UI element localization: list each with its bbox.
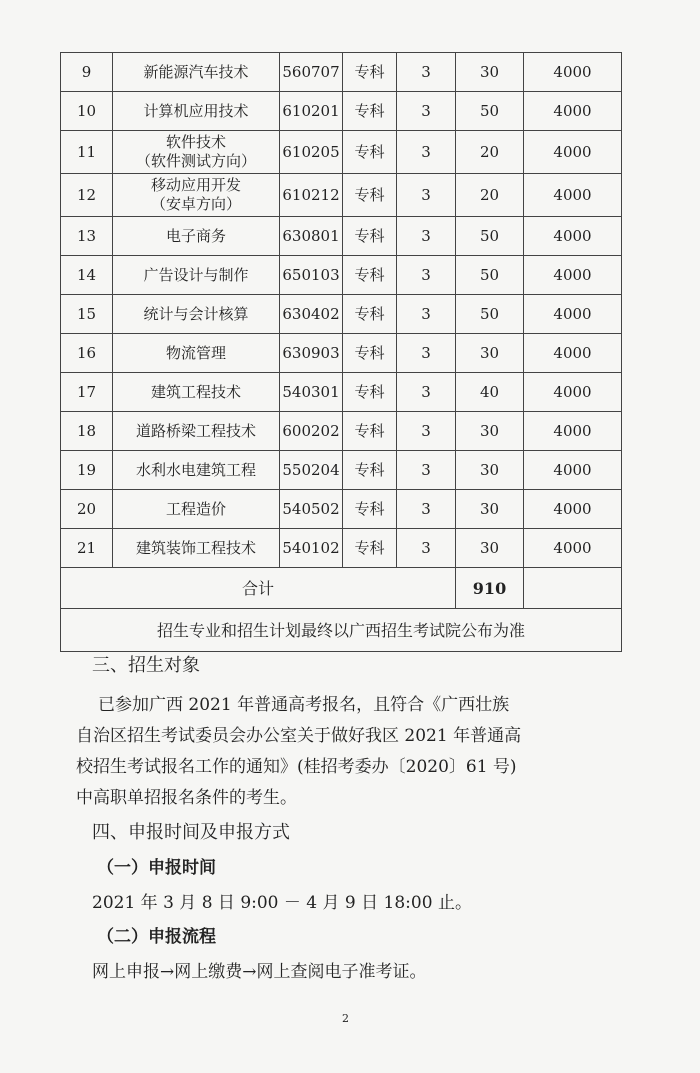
major-name: [113, 490, 280, 529]
major-code: 540301: [280, 373, 343, 412]
major-name: [113, 256, 280, 295]
major-code: 610201: [280, 92, 343, 131]
major-code: 560707: [280, 53, 343, 92]
row-number: 17: [61, 373, 113, 412]
enrollment-plan: 30: [456, 451, 524, 490]
row-number: 19: [61, 451, 113, 490]
major-code: 630903: [280, 334, 343, 373]
application-process: 网上申报→网上缴费→网上查阅电子准考证。: [92, 962, 427, 982]
major-code: 630402: [280, 295, 343, 334]
section3-paragraph: [76, 690, 624, 814]
row-number: 11: [61, 131, 113, 174]
major-name: [113, 217, 280, 256]
row-number: 9: [61, 53, 113, 92]
major-name: [113, 373, 280, 412]
tuition-fee: 4000: [524, 295, 622, 334]
enrollment-plan: 20: [456, 131, 524, 174]
tuition-fee: 4000: [524, 451, 622, 490]
major-code: 600202: [280, 412, 343, 451]
tuition-fee: 4000: [524, 373, 622, 412]
tuition-fee: 4000: [524, 53, 622, 92]
major-name: [113, 174, 280, 217]
major-name-line: 移动应用开发: [150, 176, 241, 194]
table-row: [61, 256, 622, 295]
total-label: 合计: [61, 568, 456, 609]
major-name: [113, 529, 280, 568]
education-level: 专科: [343, 53, 397, 92]
major-name: [113, 295, 280, 334]
major-code: 610205: [280, 131, 343, 174]
major-name: [113, 53, 280, 92]
tuition-fee: 4000: [524, 334, 622, 373]
education-level: 专科: [343, 256, 397, 295]
major-name-line: 建筑工程技术: [150, 382, 241, 401]
paragraph-line: 中高职单招报名条件的考生。: [76, 788, 297, 808]
major-name-line: 软件技术: [165, 133, 226, 151]
paragraph-line: 自治区招生考试委员会办公室关于做好我区 2021 年普通高: [76, 726, 522, 746]
education-level: 专科: [343, 334, 397, 373]
enrollment-plan: 30: [456, 412, 524, 451]
study-years: 3: [397, 256, 456, 295]
tuition-fee: 4000: [524, 529, 622, 568]
subsection-time-heading: （一）申报时间: [97, 858, 216, 878]
table-note: 招生专业和招生计划最终以广西招生考试院公布为准: [61, 609, 622, 652]
table-row: [61, 295, 622, 334]
row-number: 18: [61, 412, 113, 451]
enrollment-plan: 50: [456, 295, 524, 334]
tuition-fee: 4000: [524, 256, 622, 295]
study-years: 3: [397, 217, 456, 256]
education-level: 专科: [343, 451, 397, 490]
enrollment-plan: 30: [456, 334, 524, 373]
major-name: [113, 334, 280, 373]
table-total-row: [61, 568, 622, 609]
total-empty-cell: [524, 568, 622, 609]
row-number: 12: [61, 174, 113, 217]
education-level: 专科: [343, 131, 397, 174]
table-row: [61, 217, 622, 256]
study-years: 3: [397, 451, 456, 490]
major-code: 650103: [280, 256, 343, 295]
education-level: 专科: [343, 295, 397, 334]
enrollment-plan: 50: [456, 217, 524, 256]
major-name-line: 电子商务: [165, 226, 226, 245]
enrollment-plan: 50: [456, 92, 524, 131]
paragraph-line: 校招生考试报名工作的通知》(桂招考委办〔2020〕61 号): [76, 757, 517, 777]
enrollment-plan: 30: [456, 529, 524, 568]
major-name: [113, 92, 280, 131]
row-number: 10: [61, 92, 113, 131]
study-years: 3: [397, 334, 456, 373]
row-number: 14: [61, 256, 113, 295]
tuition-fee: 4000: [524, 174, 622, 217]
enrollment-plan: 50: [456, 256, 524, 295]
major-name: [113, 131, 280, 174]
table-row: [61, 373, 622, 412]
enrollment-plan: 20: [456, 174, 524, 217]
enrollment-plan: 30: [456, 53, 524, 92]
table-row: [61, 334, 622, 373]
major-code: 540502: [280, 490, 343, 529]
paragraph-line: 已参加广西 2021 年普通高考报名，且符合《广西壮族: [98, 695, 510, 715]
study-years: 3: [397, 373, 456, 412]
major-name-line: 建筑装饰工程技术: [135, 538, 256, 557]
subsection-process-heading: （二）申报流程: [97, 927, 216, 947]
page-number: 2: [342, 1012, 349, 1025]
study-years: 3: [397, 53, 456, 92]
tuition-fee: 4000: [524, 92, 622, 131]
education-level: 专科: [343, 92, 397, 131]
major-name-line: （软件测试方向）: [135, 152, 256, 170]
study-years: 3: [397, 412, 456, 451]
tuition-fee: 4000: [524, 131, 622, 174]
table-row: [61, 174, 622, 217]
major-code: 610212: [280, 174, 343, 217]
education-level: 专科: [343, 412, 397, 451]
education-level: 专科: [343, 529, 397, 568]
row-number: 20: [61, 490, 113, 529]
total-value: 910: [456, 568, 524, 609]
major-name-line: 物流管理: [165, 343, 226, 362]
table-row: [61, 53, 622, 92]
major-name-line: 水利水电建筑工程: [135, 460, 256, 479]
table-row: [61, 451, 622, 490]
enrollment-plan: 40: [456, 373, 524, 412]
education-level: 专科: [343, 174, 397, 217]
table-row: [61, 131, 622, 174]
study-years: 3: [397, 295, 456, 334]
section3-heading: 三、招生对象: [92, 655, 200, 676]
enrollment-plan: 30: [456, 490, 524, 529]
tuition-fee: 4000: [524, 412, 622, 451]
row-number: 15: [61, 295, 113, 334]
major-name: [113, 412, 280, 451]
table-row: [61, 92, 622, 131]
study-years: 3: [397, 92, 456, 131]
study-years: 3: [397, 131, 456, 174]
enrollment-plan-table: [60, 52, 622, 652]
row-number: 16: [61, 334, 113, 373]
tuition-fee: 4000: [524, 490, 622, 529]
table-note-row: [61, 609, 622, 652]
major-name-line: 新能源汽车技术: [143, 62, 249, 81]
major-name-line: 广告设计与制作: [143, 265, 249, 284]
major-name-line: （安卓方向）: [150, 195, 241, 213]
major-name-line: 工程造价: [165, 499, 226, 518]
table-row: [61, 529, 622, 568]
table-body: [61, 53, 622, 568]
study-years: 3: [397, 490, 456, 529]
major-code: 550204: [280, 451, 343, 490]
tuition-fee: 4000: [524, 217, 622, 256]
row-number: 21: [61, 529, 113, 568]
row-number: 13: [61, 217, 113, 256]
major-name-line: 道路桥梁工程技术: [135, 421, 256, 440]
education-level: 专科: [343, 373, 397, 412]
application-time: 2021 年 3 月 8 日 9:00 － 4 月 9 日 18:00 止。: [92, 893, 472, 913]
study-years: 3: [397, 174, 456, 217]
major-code: 630801: [280, 217, 343, 256]
major-name-line: 计算机应用技术: [143, 101, 249, 120]
table-row: [61, 490, 622, 529]
education-level: 专科: [343, 490, 397, 529]
education-level: 专科: [343, 217, 397, 256]
major-name-line: 统计与会计核算: [143, 304, 249, 323]
study-years: 3: [397, 529, 456, 568]
table-row: [61, 412, 622, 451]
major-name: [113, 451, 280, 490]
section4-heading: 四、申报时间及申报方式: [92, 822, 290, 843]
major-code: 540102: [280, 529, 343, 568]
